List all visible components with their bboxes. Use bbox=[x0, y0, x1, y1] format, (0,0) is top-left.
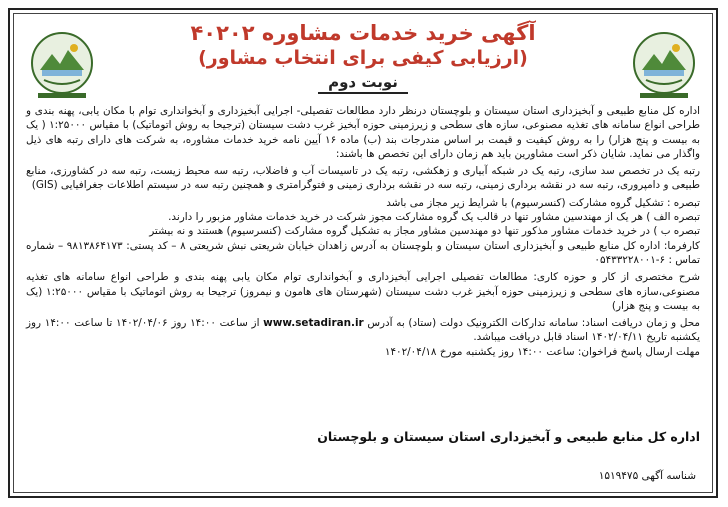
ad-frame bbox=[8, 8, 718, 498]
issuer-signature: اداره کل منابع طبیعی و آبخیزداری استان سیستان و بلوچستان bbox=[317, 429, 700, 444]
natural-resources-emblem-icon bbox=[28, 30, 96, 100]
round-badge: نوبت دوم bbox=[318, 72, 408, 94]
note-a: تبصره الف ) هر یک از مهندسین مشاور تنها در قالب یک گروه مشارکت مجوز شرکت در خرید خدمات مشاور مزبور را دارند. bbox=[168, 211, 700, 224]
note-consortium: تبصره : تشکیل گروه مشارکت (کنسرسیوم) با شرایط زیر مجاز می باشد bbox=[386, 196, 700, 209]
work-summary: شرح مختصری از کار و حوزه کاری: مطالعات تفصیلی اجرایی آبخیزداری و آبخوانداری توام مکان یابی پهنه بندی و طراحی انواع سامانه های تغذیه مصنوعی،سازه های سطحی و زیرزمینی حوزه آبخیز غرب دشت سیستان (شهرستان های هامون و نیمروز) ترجیحا به روش اتوماتیک با مقیاس ۱:۲۵۰۰۰ (یک به بیست و پنج هزار) bbox=[26, 271, 700, 312]
setadiran-link[interactable]: www.setadiran.ir bbox=[263, 317, 364, 330]
receipt-suffix: از ساعت ۱۴:۰۰ روز ۱۴۰۲/۰۴/۰۶ تا ساعت ۱۴:۰۰ روز یکشنبه تاریخ ۱۴۰۲/۰۴/۱۱ اسناد قابل دریافت میباشد. bbox=[26, 317, 700, 344]
ranks-paragraph: رتبه یک در تخصص سد سازی، رتبه یک در شبکه آبیاری و زهکشی، رتبه یک در تاسیسات آب و فاضلاب، رتبه سه محیط زیست، رتبه سه در کشاورزی، منابع طبیعی و دامپروری، رتبه سه در نقشه برداری زمینی، رتبه سه در نقشه برداری زمینی و فتوگرامتری و همچنین رتبه سه در سیستم اطلاعات جغرافیایی (GIS) bbox=[26, 165, 700, 192]
note-b: تبصره ب ) در خرید خدمات مشاور مذکور تنها دو مهندسین مشاور مجاز به تشکیل گروه مشارکت (کنسرسیوم) هستند و نه بیشتر bbox=[149, 225, 700, 238]
ad-body bbox=[26, 104, 700, 462]
employer-info: کارفرما: اداره کل منابع طبیعی و آبخیزداری استان سیستان و بلوچستان به آدرس زاهدان خیابان شریعتی نبش شریعتی ۸ – کد پستی: ۹۸۱۳۸۶۴۱۷۳ – شماره تماس : ۶-۰۵۴۳۳۲۲۸۰۰۱ bbox=[26, 239, 700, 266]
natural-resources-emblem-icon bbox=[630, 30, 698, 100]
receipt-prefix: محل و زمان دریافت اسناد: سامانه تدارکات الکترونیک دولت (ستاد) به آدرس bbox=[367, 317, 700, 330]
receipt-info bbox=[26, 316, 700, 345]
intro-paragraph: اداره کل منابع طبیعی و آبخیزداری استان سیستان و بلوچستان درنظر دارد مطالعات تفصیلی- اجرایی آبخیزداری و آبخوانداری توام با مکان یابی، پهنه بندی و طراحی انواع سامانه های تغذیه مصنوعی، سازه های سطحی و زیرزمینی حوزه آبخیز غرب دشت سیستان (ترجیحا به روش اتوماتیک) با مقیاس ۱:۲۵۰۰۰ ( یک به بیست و پنج هزار) را به روش کیفیت و قیمت بر اساس مندرجات بند (ب) ماده ۱۶ آیین نامه خرید خدمات مشاوره، به شرکت های دارای رتبه های ذیل واگذار می نماید. شایان ذکر است مشاورین باید هم زمان دارای این تخصص ها باشند: bbox=[26, 105, 700, 160]
ad-id: شناسه آگهی ۱۵۱۹۴۷۵ bbox=[598, 470, 696, 482]
ad-title: آگهی خرید خدمات مشاوره ۴۰۲۰۲ bbox=[190, 21, 536, 45]
ad-header bbox=[110, 20, 616, 94]
ad-subtitle: (ارزیابی کیفی برای انتخاب مشاور) bbox=[198, 47, 528, 69]
deadline-info: مهلت ارسال پاسخ فراخوان: ساعت ۱۴:۰۰ روز یکشنبه مورخ ۱۴۰۲/۰۴/۱۸ bbox=[384, 345, 700, 358]
